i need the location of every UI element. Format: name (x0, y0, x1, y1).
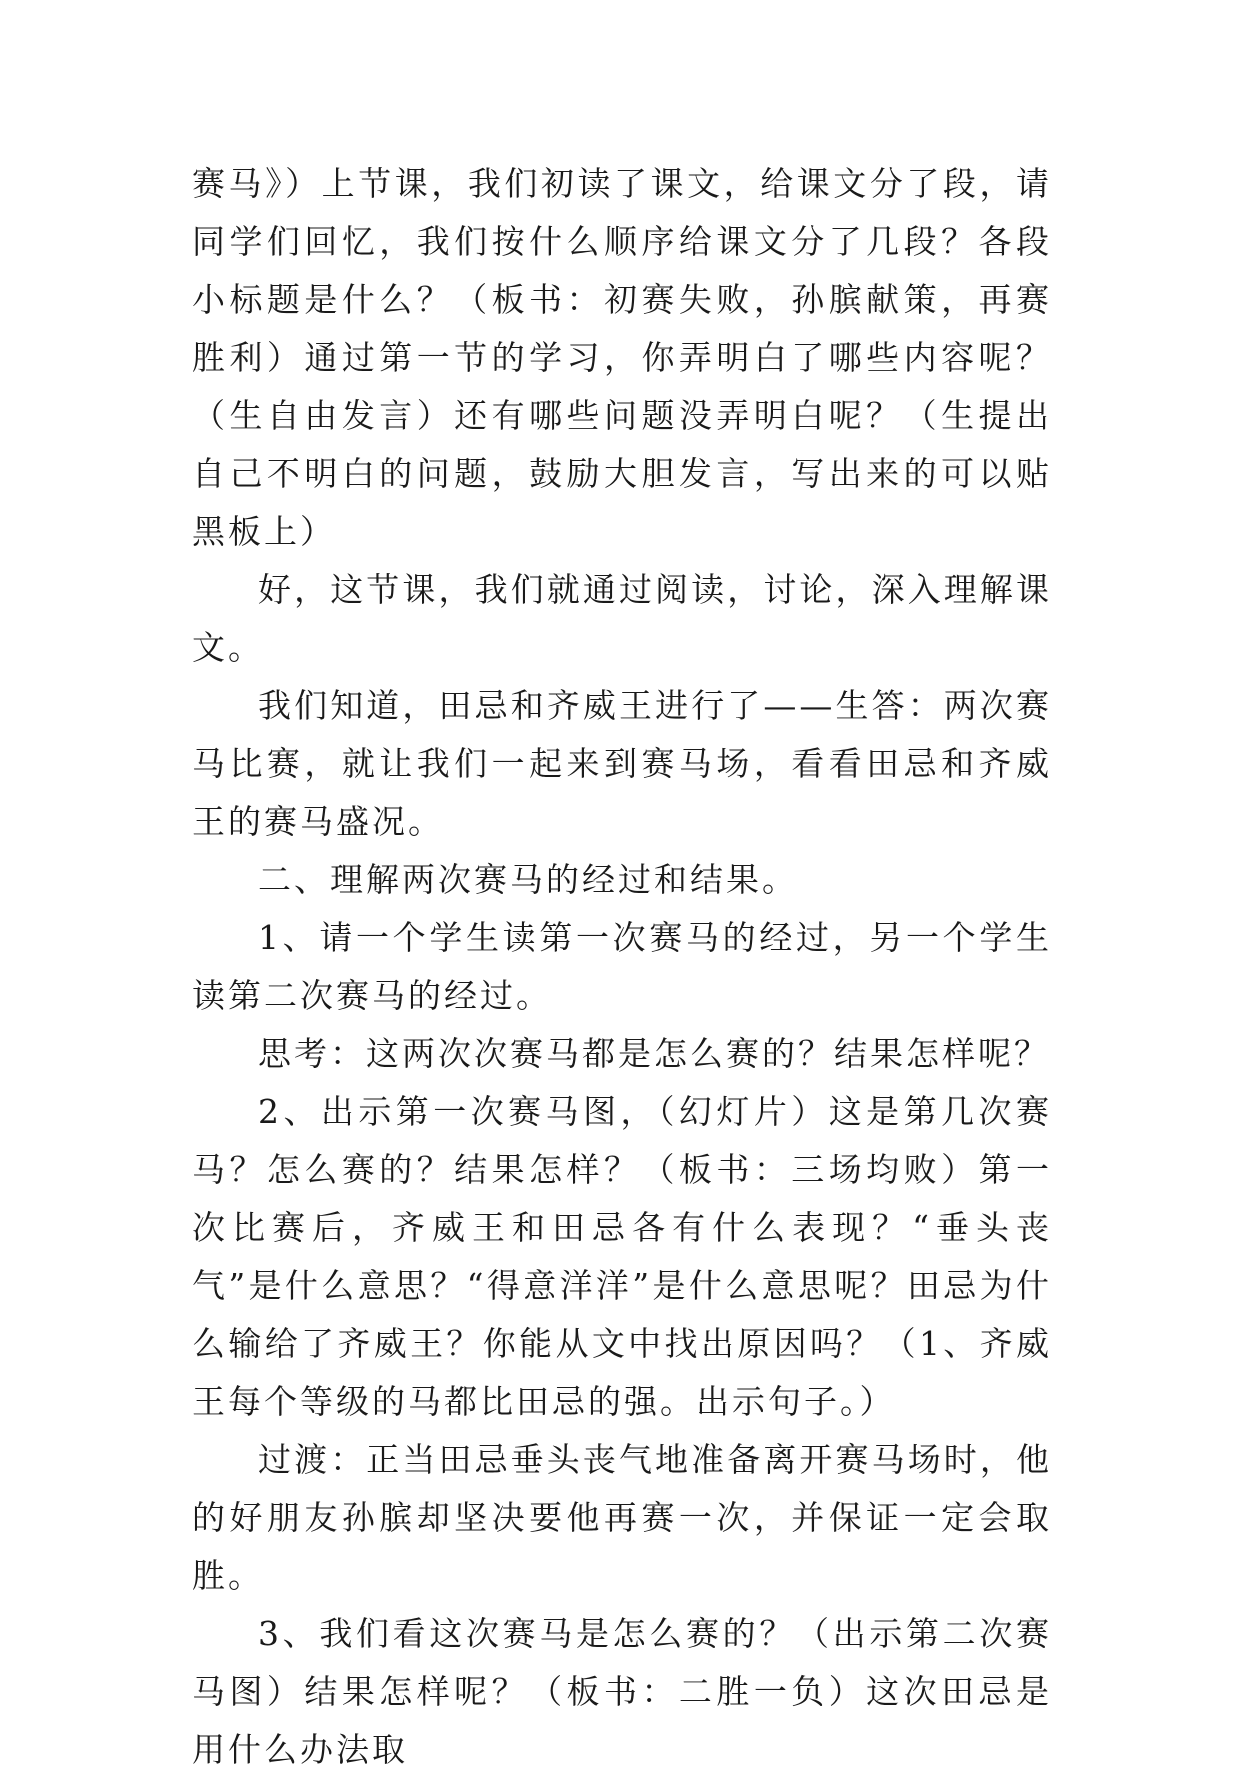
paragraph-continuation: 赛马》）上节课，我们初读了课文，给课文分了段，请同学们回忆，我们按什么顺序给课文分了几段？各段小标题是什么？（板书：初赛失败，孙膑献策，再赛胜利）通过第一节的学习，你弄明白了哪些内容呢？（生自由发言）还有哪些问题没弄明白呢？（生提出自己不明白的问题，鼓励大胆发言，写出来的可以贴黑板上） (192, 164, 1052, 551)
paragraph-intro: 我们知道，田忌和齐威王进行了——生答：两次赛马比赛，就让我们一起来到赛马场，看看田忌和齐威王的赛马盛况。 (192, 686, 1052, 841)
paragraph-transition-2: 过渡：正当田忌垂头丧气地准备离开赛马场时，他的好朋友孙膑却坚决要他再赛一次，并保证一定会取胜。 (192, 1440, 1052, 1595)
paragraph-step-3: 3、我们看这次赛马是怎么赛的？（出示第二次赛马图）结果怎样呢？（板书：二胜一负）这次田忌是用什么办法取 (192, 1614, 1052, 1769)
paragraph-step-1: 1、请一个学生读第一次赛马的经过，另一个学生读第二次赛马的经过。 (192, 918, 1052, 1015)
paragraph-transition: 好，这节课，我们就通过阅读，讨论，深入理解课文。 (192, 570, 1052, 667)
document-page (192, 155, 1052, 1779)
paragraph-step-2: 2、出示第一次赛马图，（幻灯片）这是第几次赛马？怎么赛的？结果怎样？（板书：三场均败）第一次比赛后，齐威王和田忌各有什么表现？“垂头丧气”是什么意思？“得意洋洋”是什么意思呢？田忌为什么输给了齐威王？你能从文中找出原因吗？（1、齐威王每个等级的马都比田忌的强。出示句子。） (192, 1092, 1052, 1421)
section-heading: 二、理解两次赛马的经过和结果。 (258, 860, 798, 899)
paragraph-question: 思考：这两次次赛马都是怎么赛的？结果怎样呢？ (258, 1034, 1050, 1073)
